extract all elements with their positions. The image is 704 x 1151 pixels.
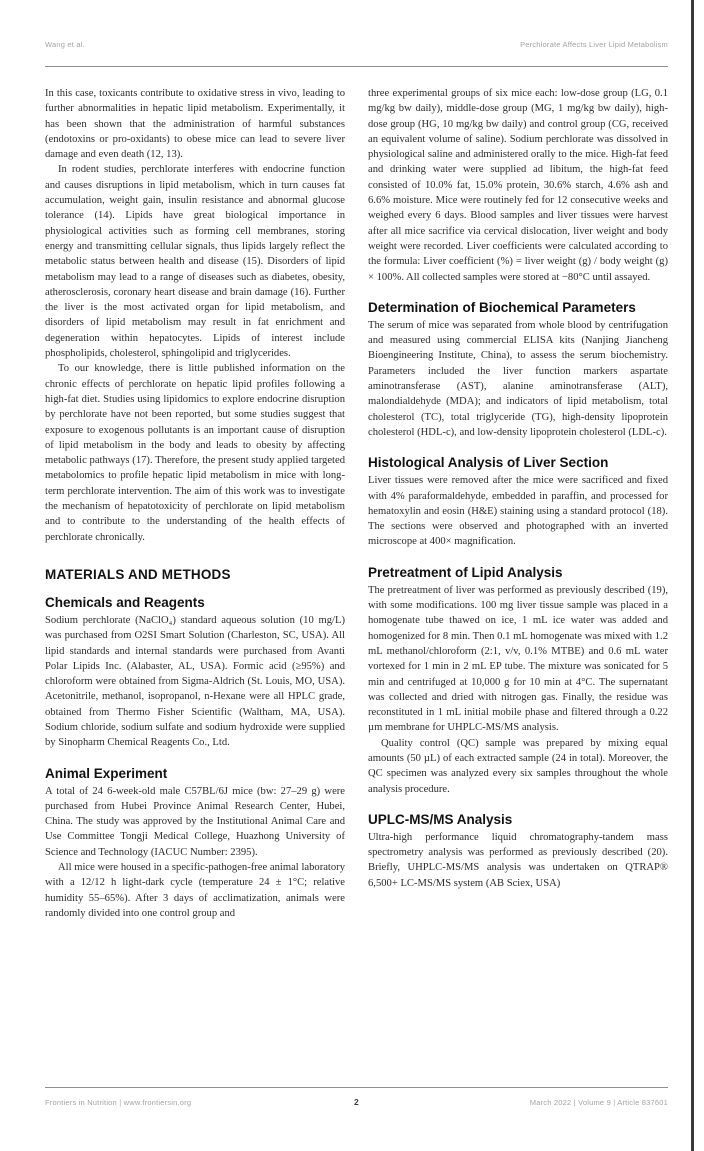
- running-header: [45, 40, 668, 49]
- subsection-heading-animal-experiment: Animal Experiment: [45, 765, 168, 781]
- running-header-title: Perchlorate Affects Liver Lipid Metabolism: [520, 40, 668, 49]
- right-column: [368, 86, 668, 921]
- header-divider: [45, 66, 668, 67]
- paragraph-dose-groups: three experimental groups of six mice each: low-dose group (LG, 0.1 mg/kg bw daily), middle-dose group (MG, 1 mg/kg bw daily), high-dose group (HG, 10 mg/kg bw daily) and control group (CG, received an equivalent volume of saline). Sodium perchlorate was dissolved in physiological saline and administered orally to the mice. High-fat feed and drinking water were supplied ad libitum, the high-fat feed consisted of 10.0% fat, 15.0% protein, 30.6% starch, 4.6% ash and 6.6% moisture. Mice were routinely fed for 12 consecutive weeks and weighed every 6 days. Blood samples and liver tissues were harvest after all mice sacrifice via cervical dislocation, liver weight and body weight were recorded. Liver coefficients were calculated according to the formula: Liver coefficient (%) = liver weight (g) / body weight (g) × 100%. All collected samples were stored at −80°C until assayed.: [368, 88, 668, 283]
- running-header-authors: Wang et al.: [45, 40, 85, 49]
- paragraph-study-aim: To our knowledge, there is little published information on the chronic effects of perchlorate on hepatic lipid profiles following a high-fat diet. Studies using lipidomics to explore endocrine disruption by perchlorate have not been reported, but some studies suggest that exposure to exogenous pollutants is an important cause of disruption of lipid metabolism in the body and leads to obesity by affecting metabolic pathways (17). Therefore, the present study applied targeted metabolomics to profile hepatic lipid metabolism in mice with long-term perchlorate intervention. The aim of this work was to investigate the mechanism of hepatotoxicity of perchlorate on lipid metabolism and to contribute to the understanding of the health effects of perchlorate chronically.: [45, 363, 345, 543]
- footer-divider: [45, 1087, 668, 1088]
- paragraph-housing-conditions: All mice were housed in a specific-pathogen-free animal laboratory with a 12/12 h light-dark cycle (temperature 24 ± 1°C; relative humidity 55–65%). After 3 days of acclimatization, animals were randomly divided into one control group and: [45, 862, 345, 919]
- paragraph-chemicals: Sodium perchlorate (NaClO₄) standard aqueous solution (10 mg/L) was purchased from O2SI Smart Solution (Charleston, SC, USA). All lipid standards and internal standards were purchased from Avanti Polar Lipids Inc. (Alabaster, AL, USA). Formic acid (≥95%) and chloroform were obtained from Sigma-Aldrich (St. Louis, MO, USA). Acetonitrile, methanol, isopropanol, n-Hexane were all HPLC grade, obtained from Thermo Fisher Scientific (Waltham, MA, USA). Sodium chloride, sodium sulfate and sodium hydroxide were supplied by Sinopharm Chemical Reagents Co., Ltd.: [45, 614, 345, 749]
- paragraph-histology: Liver tissues were removed after the mice were sacrificed and fixed with 4% paraformaldehyde, embedded in paraffin, and processed for hematoxylin and eosin (H&E) staining using a standard protocol (18). The sections were observed and photographed with an inverted microscope at 400× magnification.: [368, 475, 668, 548]
- subsection-heading-lipid-pretreatment: Pretreatment of Lipid Analysis: [368, 564, 563, 580]
- footer-issue-info: March 2022 | Volume 9 | Article 837601: [529, 1098, 668, 1107]
- article-body: [45, 86, 668, 921]
- running-footer: [45, 1097, 668, 1107]
- paragraph-intro-continued: In this case, toxicants contribute to oxidative stress in vivo, leading to further abnormalities in hepatic lipid metabolism. Experimentally, it has been shown that the administration of harmful substances (endotoxins or pro-oxidants) to obese mice can lead to severe liver damage and even death (12, 13).: [45, 88, 345, 161]
- paragraph-quality-control: Quality control (QC) sample was prepared by mixing equal amounts (50 µL) of each extracted sample (24 in total). Moreover, the QC specimen was analyzed every six samples throughout the whole analysis procedure.: [368, 737, 668, 795]
- left-column: [45, 86, 345, 921]
- footer-page-number: 2: [354, 1097, 359, 1107]
- paragraph-animal-experiment: A total of 24 6-week-old male C57BL/6J mice (bw: 27–29 g) were purchased from Hubei Province Animal Research Center, Hubei, China. The study was approved by the Institutional Animal Care and Use Committee Tongji Medical College, Huazhong University of Science and Technology (IACUC Number: 2395).: [45, 785, 345, 858]
- paragraph-lipid-pretreatment: The pretreatment of liver was performed as previously described (19), with some modifications. 100 mg liver tissue sample was placed in a homogenate tube thawed on ice, 1 mL ice water was added and homogenized for 8 min. Then 0.1 mL homogenate was mixed with 1.2 mL methanol/chloroform (2:1, v/v, 0.1% MTBE) and 0.6 mL water vortexed for 1 min in 2 mL EP tube. The mixture was sonicated for 5 min and centrifuged at 10,000 g for 10 min at 4°C. The supernatant was collected and dried with nitrogen gas. Finally, the residue was reconstituted in 1 mL initial mobile phase and filtered through a 0.22 µm membrane for UHPLC-MS/MS analysis.: [368, 584, 668, 734]
- paragraph-rodent-studies: In rodent studies, perchlorate interferes with endocrine function and causes disruptions in lipid metabolism, which in turn causes fat accumulation, weight gain, insulin resistance and abnormal glucose tolerance (14). Lipids have great biological importance in physiological activities such as forming cell membranes, storing energy and transmitting cellular signals, thus lipids largely reflect the metabolic status between health and disease (15). Disorders of lipid metabolism may lead to a range of diseases such as diabetes, obesity, atherosclerosis, coronary heart disease and brain damage (16). Further the liver is the most activated organ for lipid metabolism, and disorders of lipid metabolism may result in fat enrichment and degeneration within hepatocytes. Lipids of interest include phospholipids, cholesterol, sphingolipid and triglycerides.: [45, 164, 345, 360]
- subsection-heading-uplc-msms: UPLC-MS/MS Analysis: [368, 811, 513, 827]
- subsection-heading-biochemical-parameters: Determination of Biochemical Parameters: [368, 299, 636, 315]
- subsection-heading-histological-analysis: Histological Analysis of Liver Section: [368, 455, 609, 471]
- section-heading-materials-and-methods: MATERIALS AND METHODS: [45, 566, 231, 582]
- page-edge-shadow: [691, 0, 694, 1151]
- subsection-heading-chemicals-and-reagents: Chemicals and Reagents: [45, 594, 205, 610]
- paragraph-uplc-msms: Ultra-high performance liquid chromatography-tandem mass spectrometry analysis was performed as previously described (20). Briefly, UHPLC-MS/MS analysis was undertaken on QTRAP® 6,500+ LC-MS/MS system (AB Sciex, USA): [368, 831, 668, 889]
- paragraph-serum-analysis: The serum of mice was separated from whole blood by centrifugation and measured using commercial ELISA kits (Nanjing Jiancheng Bioengineering Institute, China), to assess the serum biochemistry. Parameters included the liver function markers aspartate aminotransferase (AST), alanine aminotransferase (ALT), malondialdehyde (MDA); and indicators of lipid metabolism, total cholesterol (TC), total triglyceride (TG), high-density lipoprotein cholesterol (HDL-c), and low-density lipoprotein cholesterol (LDL-c).: [368, 319, 668, 438]
- footer-journal: Frontiers in Nutrition | www.frontiersin.org: [45, 1098, 192, 1107]
